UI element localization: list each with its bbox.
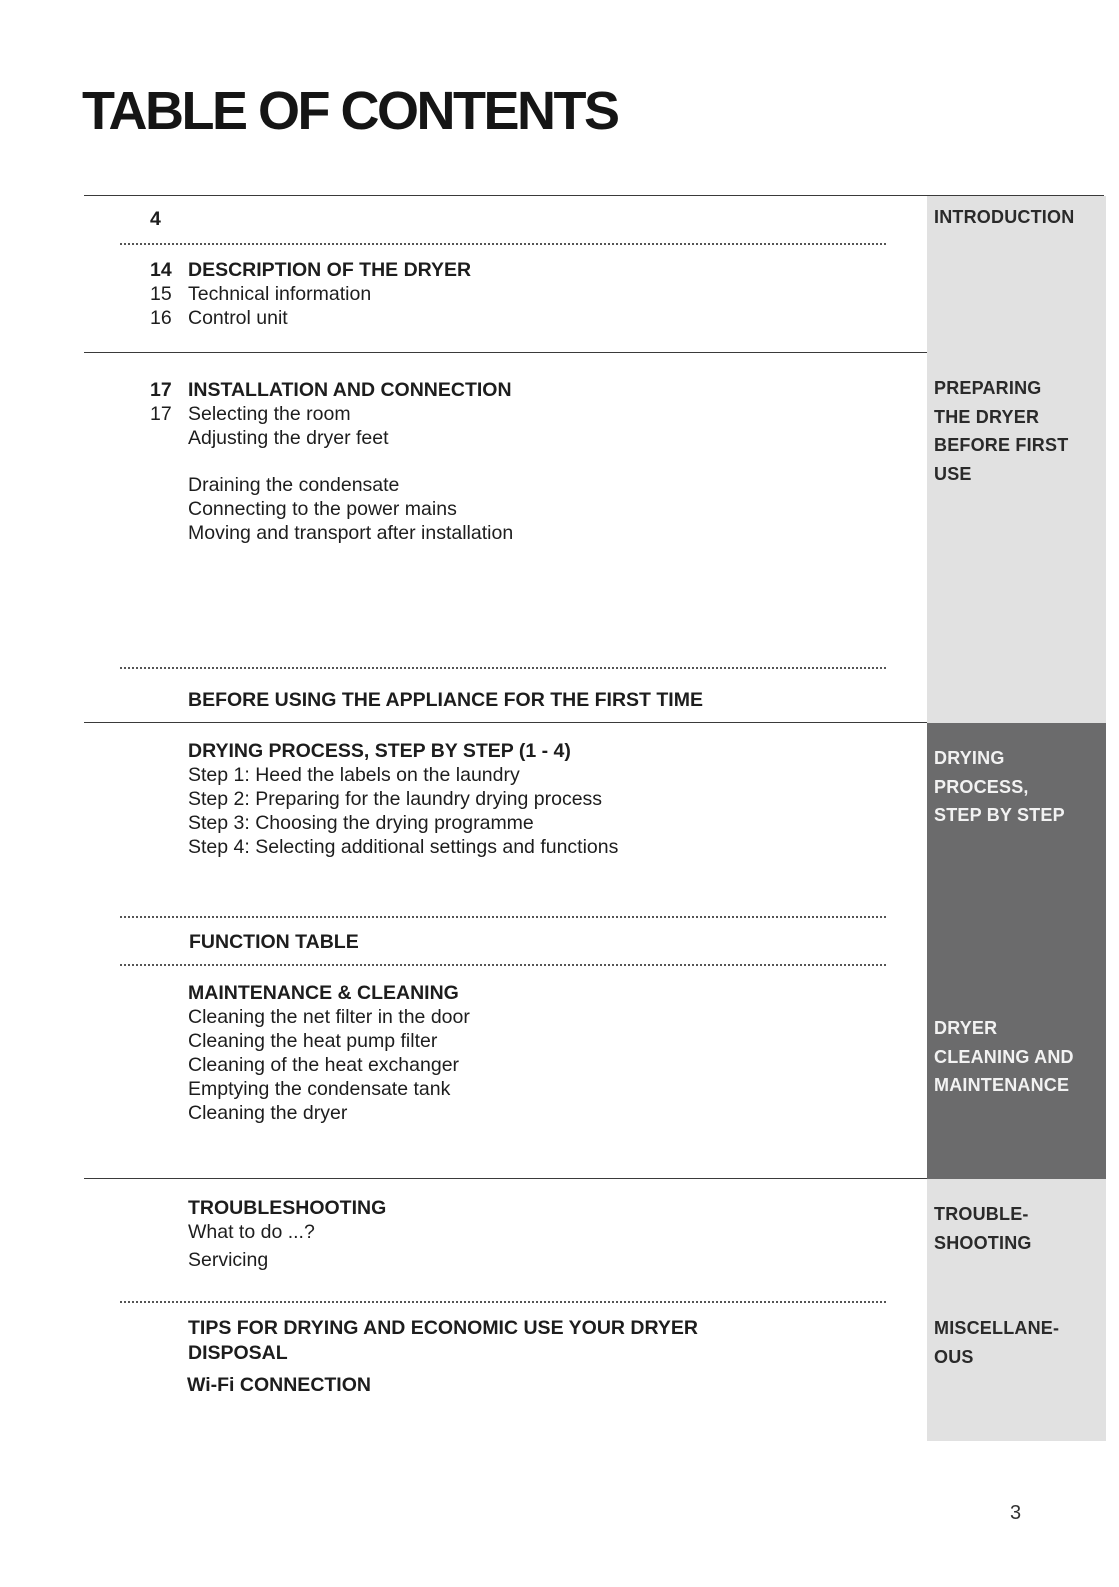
toc-heading-function-table[interactable]: FUNCTION TABLE <box>189 931 359 953</box>
dotted-separator <box>120 964 886 966</box>
sidebar-label-troubleshooting: TROUBLE- SHOOTING <box>934 1204 1032 1253</box>
section-divider <box>84 1178 927 1179</box>
toc-item[interactable]: Cleaning the heat pump filter <box>188 1030 438 1052</box>
toc-item[interactable]: Cleaning the net filter in the door <box>188 1006 470 1028</box>
page-title: TABLE OF CONTENTS <box>82 81 618 141</box>
toc-item[interactable]: Draining the condensate <box>188 474 400 496</box>
toc-item[interactable]: Cleaning the dryer <box>188 1102 348 1124</box>
dotted-separator <box>120 916 886 918</box>
sidebar-label-preparing: PREPARING THE DRYER BEFORE FIRST USE <box>934 378 1069 484</box>
sidebar-label-cleaning: DRYER CLEANING AND MAINTENANCE <box>934 1018 1074 1095</box>
toc-item[interactable]: Cleaning of the heat exchanger <box>188 1054 460 1076</box>
toc-heading-before-first-use[interactable]: BEFORE USING THE APPLIANCE FOR THE FIRST TIME <box>188 689 703 711</box>
toc-page-number: 16 <box>150 307 172 329</box>
sidebar-label-misc: MISCELLANE- OUS <box>934 1318 1060 1367</box>
toc-item[interactable]: Step 1: Heed the labels on the laundry <box>188 764 520 786</box>
dotted-separator <box>120 243 886 245</box>
section-divider <box>84 195 1104 196</box>
page-number: 3 <box>1010 1502 1022 1524</box>
toc-item[interactable]: Control unit <box>188 307 288 329</box>
toc-item[interactable]: Step 3: Choosing the drying programme <box>188 812 534 834</box>
toc-heading-drying-process[interactable]: DRYING PROCESS, STEP BY STEP (1 - 4) <box>188 740 571 762</box>
section-divider <box>84 722 927 723</box>
dotted-separator <box>120 1301 886 1303</box>
section-divider <box>84 352 927 353</box>
toc-item[interactable]: Step 2: Preparing for the laundry drying process <box>188 788 603 810</box>
toc-item[interactable]: Servicing <box>188 1249 269 1271</box>
dotted-separator <box>120 667 886 669</box>
toc-heading-disposal[interactable]: DISPOSAL <box>188 1342 288 1364</box>
toc-item[interactable]: Adjusting the dryer feet <box>188 427 389 449</box>
toc-heading-installation[interactable]: INSTALLATION AND CONNECTION <box>188 379 512 401</box>
sidebar-label-introduction: INTRODUCTION <box>934 207 1075 227</box>
toc-page-number: 15 <box>150 283 172 305</box>
sidebar-label-drying-process: DRYING PROCESS, STEP BY STEP <box>934 748 1065 825</box>
toc-heading-troubleshooting[interactable]: TROUBLESHOOTING <box>188 1197 387 1219</box>
toc-item[interactable]: Step 4: Selecting additional settings and functions <box>188 836 619 858</box>
toc-page-number: 14 <box>150 259 172 281</box>
toc-heading-wifi[interactable]: Wi-Fi CONNECTION <box>187 1374 371 1396</box>
toc-item[interactable]: Emptying the condensate tank <box>188 1078 451 1100</box>
toc-item[interactable]: What to do ...? <box>188 1221 315 1243</box>
toc-item[interactable]: Moving and transport after installation <box>188 522 514 544</box>
toc-heading-description[interactable]: DESCRIPTION OF THE DRYER <box>188 259 472 281</box>
toc-page-number: 17 <box>150 379 172 401</box>
toc-item[interactable]: Technical information <box>188 283 372 305</box>
toc-item[interactable]: Connecting to the power mains <box>188 498 457 520</box>
toc-page-number: 4 <box>150 208 161 230</box>
toc-heading-tips[interactable]: TIPS FOR DRYING AND ECONOMIC USE YOUR DRYER <box>188 1317 698 1339</box>
toc-item[interactable]: Selecting the room <box>188 403 351 425</box>
toc-page-number: 17 <box>150 403 172 425</box>
toc-heading-maintenance[interactable]: MAINTENANCE & CLEANING <box>188 982 459 1004</box>
